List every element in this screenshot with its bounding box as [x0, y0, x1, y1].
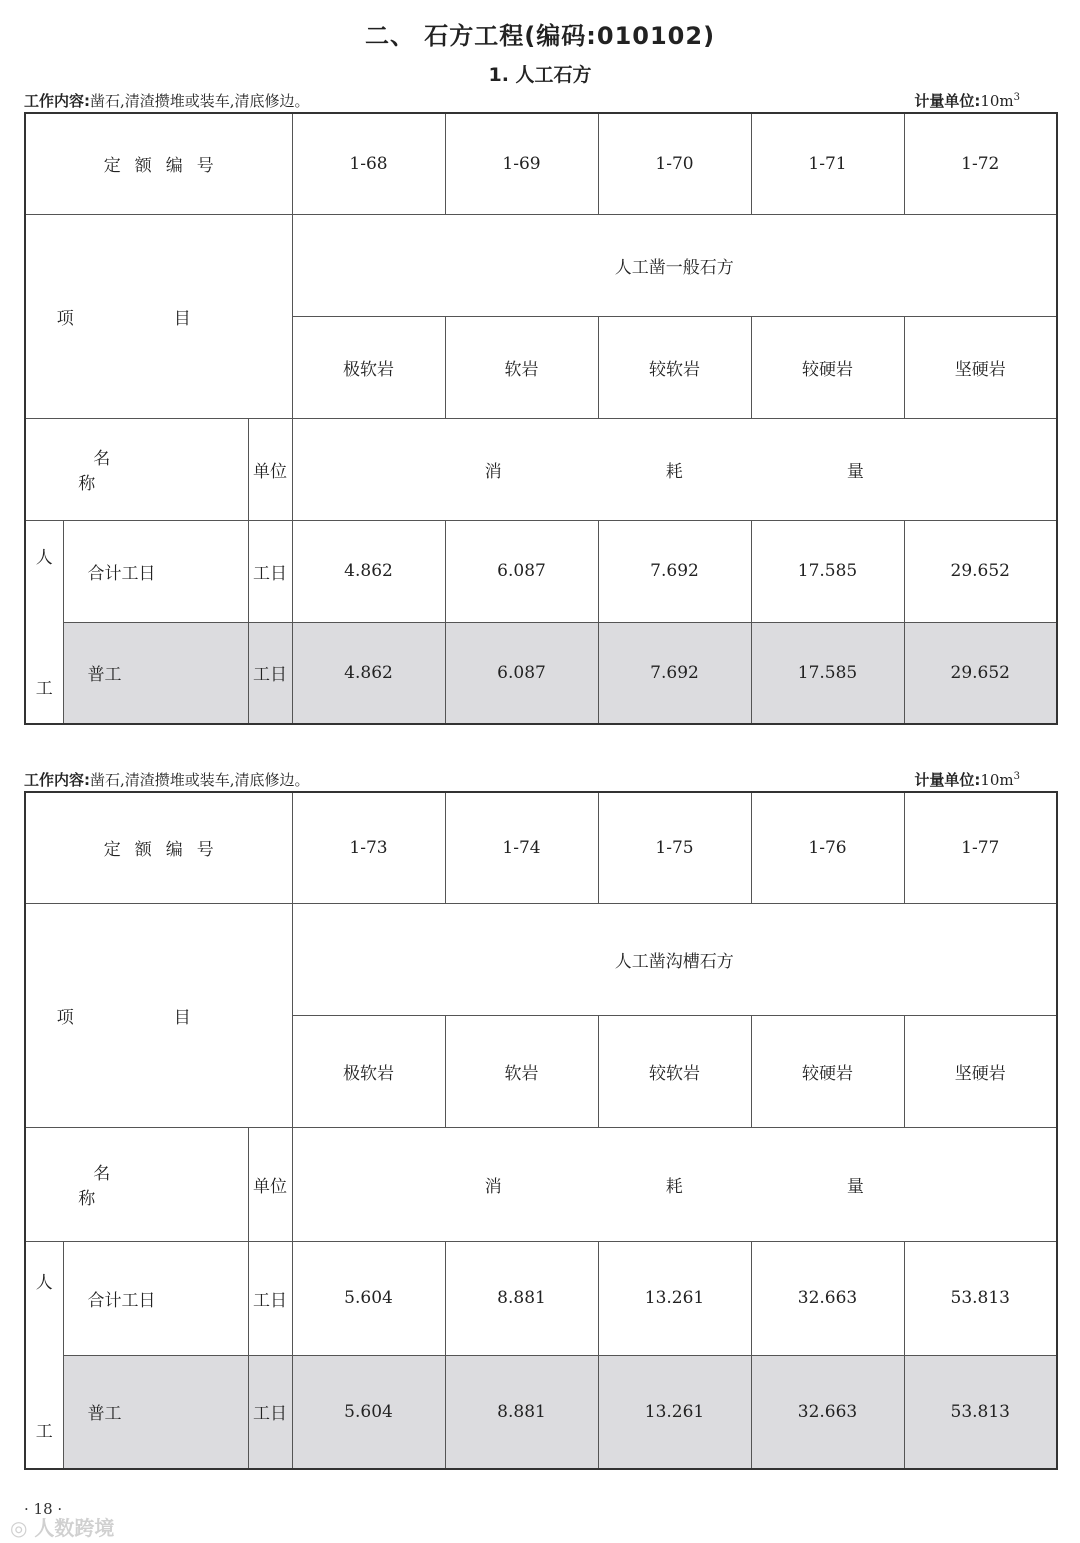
work-content-label: 工作内容: — [24, 92, 90, 110]
row-value: 7.692 — [598, 520, 751, 622]
row-value: 13.261 — [598, 1241, 751, 1355]
group-title: 人工凿沟槽石方 — [292, 903, 1057, 1015]
row-unit: 工日 — [248, 1355, 292, 1469]
rock-type: 较硬岩 — [751, 1015, 904, 1127]
name-label: 名称 — [25, 418, 248, 520]
work-content — [24, 769, 310, 790]
work-content-text: 凿石,清渣攒堆或装车,清底修边。 — [90, 92, 310, 110]
quota-code: 1-77 — [904, 792, 1057, 903]
watermark-icon: ◎ — [10, 1516, 35, 1540]
quota-code-row — [25, 113, 1057, 214]
consumption-label: 消 耗 量 — [292, 418, 1057, 520]
unit-col-label: 单位 — [248, 1127, 292, 1241]
row-value: 6.087 — [445, 520, 598, 622]
quota-code: 1-72 — [904, 113, 1057, 214]
row-value: 29.652 — [904, 520, 1057, 622]
measure-unit-sup: 3 — [1013, 92, 1020, 103]
quota-code-label: 定额编号 — [25, 113, 292, 214]
rock-type: 较硬岩 — [751, 316, 904, 418]
rock-type: 极软岩 — [292, 1015, 445, 1127]
item-label: 项目 — [25, 903, 292, 1127]
quota-code: 1-70 — [598, 113, 751, 214]
row-value: 4.862 — [292, 622, 445, 724]
rock-type: 极软岩 — [292, 316, 445, 418]
quota-code: 1-68 — [292, 113, 445, 214]
measure-unit-sup: 3 — [1013, 771, 1020, 782]
measure-unit — [914, 90, 1020, 111]
row-value: 13.261 — [598, 1355, 751, 1469]
row-unit: 工日 — [248, 1241, 292, 1355]
quota-code: 1-73 — [292, 792, 445, 903]
rock-type: 较软岩 — [598, 1015, 751, 1127]
measure-unit-label: 计量单位: — [914, 771, 981, 789]
quota-code-label: 定额编号 — [25, 792, 292, 903]
page-number: · 18 · — [24, 1500, 63, 1518]
row-value: 5.604 — [292, 1355, 445, 1469]
name-header-row — [25, 1127, 1057, 1241]
work-content — [24, 90, 310, 111]
row-value: 32.663 — [751, 1355, 904, 1469]
row-value: 5.604 — [292, 1241, 445, 1355]
subsection-title: 1. 人工石方 — [488, 64, 592, 86]
section-title: 二、 石方工程(编码:010102) — [364, 22, 716, 50]
row-value: 53.813 — [904, 1355, 1057, 1469]
row-value: 8.881 — [445, 1241, 598, 1355]
row-name: 普工 — [63, 1355, 248, 1469]
consumption-label: 消 耗 量 — [292, 1127, 1057, 1241]
quota-code: 1-71 — [751, 113, 904, 214]
labor-category: 人 工 — [25, 1241, 63, 1469]
row-name: 合计工日 — [63, 520, 248, 622]
work-content-label: 工作内容: — [24, 771, 90, 789]
rock-type: 坚硬岩 — [904, 316, 1057, 418]
quota-code: 1-75 — [598, 792, 751, 903]
row-unit: 工日 — [248, 520, 292, 622]
rock-type: 软岩 — [445, 316, 598, 418]
rock-type: 坚硬岩 — [904, 1015, 1057, 1127]
quota-code: 1-76 — [751, 792, 904, 903]
rock-type: 较软岩 — [598, 316, 751, 418]
measure-unit-value: 10m — [980, 771, 1014, 789]
measure-unit-label: 计量单位: — [914, 92, 981, 110]
quota-code: 1-74 — [445, 792, 598, 903]
table-row — [25, 520, 1057, 622]
row-value: 29.652 — [904, 622, 1057, 724]
row-value: 17.585 — [751, 622, 904, 724]
rock-type: 软岩 — [445, 1015, 598, 1127]
work-content-text: 凿石,清渣攒堆或装车,清底修边。 — [90, 771, 310, 789]
row-name: 普工 — [63, 622, 248, 724]
table-row — [25, 1355, 1057, 1469]
watermark-text: 人数跨境 — [34, 1516, 115, 1540]
row-value: 17.585 — [751, 520, 904, 622]
quota-table-2 — [24, 791, 1058, 1470]
measure-unit-value: 10m — [980, 92, 1014, 110]
row-unit: 工日 — [248, 622, 292, 724]
quota-table-1 — [24, 112, 1058, 725]
item-label: 项目 — [25, 214, 292, 418]
unit-col-label: 单位 — [248, 418, 292, 520]
row-value: 6.087 — [445, 622, 598, 724]
table-row — [25, 622, 1057, 724]
row-value: 53.813 — [904, 1241, 1057, 1355]
row-name: 合计工日 — [63, 1241, 248, 1355]
labor-category: 人 工 — [25, 520, 63, 724]
watermark-logo — [10, 1512, 114, 1541]
name-label: 名称 — [25, 1127, 248, 1241]
table-row — [25, 1241, 1057, 1355]
row-value: 7.692 — [598, 622, 751, 724]
row-value: 32.663 — [751, 1241, 904, 1355]
name-header-row — [25, 418, 1057, 520]
row-value: 4.862 — [292, 520, 445, 622]
row-value: 8.881 — [445, 1355, 598, 1469]
quota-code: 1-69 — [445, 113, 598, 214]
quota-code-row — [25, 792, 1057, 903]
measure-unit — [914, 769, 1020, 790]
group-title: 人工凿一般石方 — [292, 214, 1057, 316]
